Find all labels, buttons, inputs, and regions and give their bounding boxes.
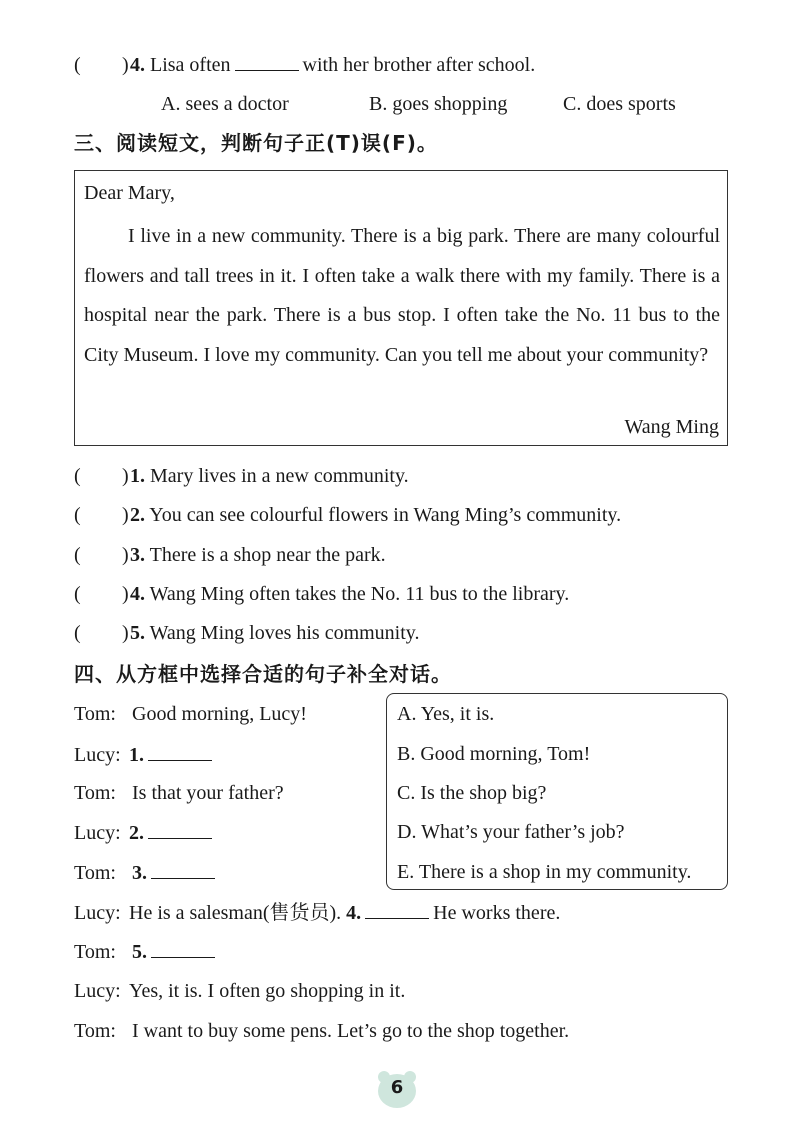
- item-number: 5.: [130, 622, 145, 644]
- dialogue-text: I want to buy some pens. Let’s go to the shop together.: [132, 1020, 570, 1042]
- answer-bracket-open[interactable]: (: [74, 544, 81, 566]
- box-option-c: C. Is the shop big?: [397, 782, 547, 804]
- speaker: Lucy:: [74, 744, 121, 766]
- box-option-a: A. Yes, it is.: [397, 703, 495, 725]
- item-text: Wang Ming often takes the No. 11 bus to the library.: [149, 583, 570, 605]
- speaker: Lucy:: [74, 980, 121, 1002]
- item-number: 2.: [130, 504, 145, 526]
- answer-blank[interactable]: [148, 740, 212, 761]
- option-b: B. goes shopping: [369, 93, 508, 115]
- answer-blank[interactable]: [148, 818, 212, 839]
- letter-body: I live in a new community. There is a big park. There are many colourful flowers and tall trees in it. I often take a walk there with my family. There is a hospital near the park. There is a bus stop. I often take the No. 11 bus to the City Museum. I love my community. Can you tell me about your community?: [84, 225, 720, 366]
- blank-number: 2.: [129, 822, 144, 844]
- answer-bracket-close: ): [122, 504, 129, 526]
- section-title: 四、从方框中选择合适的句子补全对话。: [74, 662, 452, 686]
- tf-item: [74, 619, 420, 647]
- dialogue-text-after: He works there.: [433, 902, 561, 924]
- answer-bracket-close: ): [122, 622, 129, 644]
- item-text: There is a shop near the park.: [149, 544, 386, 566]
- dialogue-line: [74, 700, 307, 728]
- answer-bracket-close: ): [122, 54, 129, 76]
- option-a: A. sees a doctor: [161, 93, 289, 115]
- letter-greeting: Dear Mary,: [84, 182, 175, 204]
- answer-bracket-open[interactable]: (: [74, 504, 81, 526]
- dialogue-line: [74, 1017, 569, 1045]
- speaker: Tom:: [74, 782, 116, 804]
- page-number: 6: [390, 1077, 404, 1098]
- item-number: 4.: [130, 583, 145, 605]
- blank-number: 1.: [129, 744, 144, 766]
- dialogue-line: [74, 740, 216, 769]
- speaker: Tom:: [74, 703, 116, 725]
- item-text: Mary lives in a new community.: [150, 465, 409, 487]
- item-number: 3.: [130, 544, 145, 566]
- item-number: 1.: [130, 465, 145, 487]
- section-title: 三、阅读短文，判断句子正(T)误(F)。: [74, 131, 438, 155]
- dialogue-line: [74, 937, 219, 966]
- speaker: Tom:: [74, 941, 116, 963]
- tf-item: [74, 501, 621, 529]
- dialogue-line: [74, 898, 560, 927]
- answer-blank[interactable]: [151, 858, 215, 879]
- dialogue-line: [74, 858, 219, 887]
- reading-passage-box: [74, 170, 728, 446]
- option-c: C. does sports: [563, 93, 676, 115]
- options-box: [386, 693, 728, 890]
- answer-bracket-close: ): [122, 544, 129, 566]
- answer-bracket-open[interactable]: (: [74, 583, 81, 605]
- answer-bracket-close: ): [122, 583, 129, 605]
- tf-item: [74, 580, 569, 608]
- question-number: 4.: [130, 54, 145, 76]
- item-text: Wang Ming loves his community.: [149, 622, 420, 644]
- dialogue-text: Is that your father?: [132, 782, 284, 804]
- letter-signature: Wang Ming: [624, 416, 719, 438]
- question-row: [74, 50, 535, 79]
- dialogue-text: Yes, it is. I often go shopping in it.: [129, 980, 406, 1002]
- speaker: Lucy:: [74, 822, 121, 844]
- box-option-b: B. Good morning, Tom!: [397, 743, 591, 765]
- question-text-before: Lisa often: [150, 54, 231, 76]
- box-option-e: E. There is a shop in my community.: [397, 861, 692, 883]
- question-text-after: with her brother after school.: [302, 54, 536, 76]
- tf-item: [74, 541, 386, 569]
- dialogue-text: Good morning, Lucy!: [132, 703, 307, 725]
- answer-blank[interactable]: [235, 50, 299, 71]
- answer-bracket-close: ): [122, 465, 129, 487]
- dialogue-line: [74, 818, 216, 847]
- answer-bracket-open[interactable]: (: [74, 465, 81, 487]
- speaker: Lucy:: [74, 902, 121, 924]
- answer-blank[interactable]: [365, 898, 429, 919]
- item-text: You can see colourful flowers in Wang Ming’s community.: [149, 504, 622, 526]
- answer-blank[interactable]: [151, 937, 215, 958]
- dialogue-line: [74, 977, 405, 1005]
- speaker: Tom:: [74, 1020, 116, 1042]
- blank-number: 3.: [132, 862, 147, 884]
- box-option-d: D. What’s your father’s job?: [397, 821, 625, 843]
- blank-number: 5.: [132, 941, 147, 963]
- speaker: Tom:: [74, 862, 116, 884]
- dialogue-line: [74, 779, 284, 807]
- answer-bracket-open[interactable]: (: [74, 622, 81, 644]
- page-number-badge: [376, 1069, 418, 1109]
- blank-number: 4.: [346, 902, 362, 924]
- tf-item: [74, 462, 409, 490]
- dialogue-text: He is a salesman(售货员).: [129, 902, 342, 924]
- answer-bracket-open[interactable]: (: [74, 54, 81, 76]
